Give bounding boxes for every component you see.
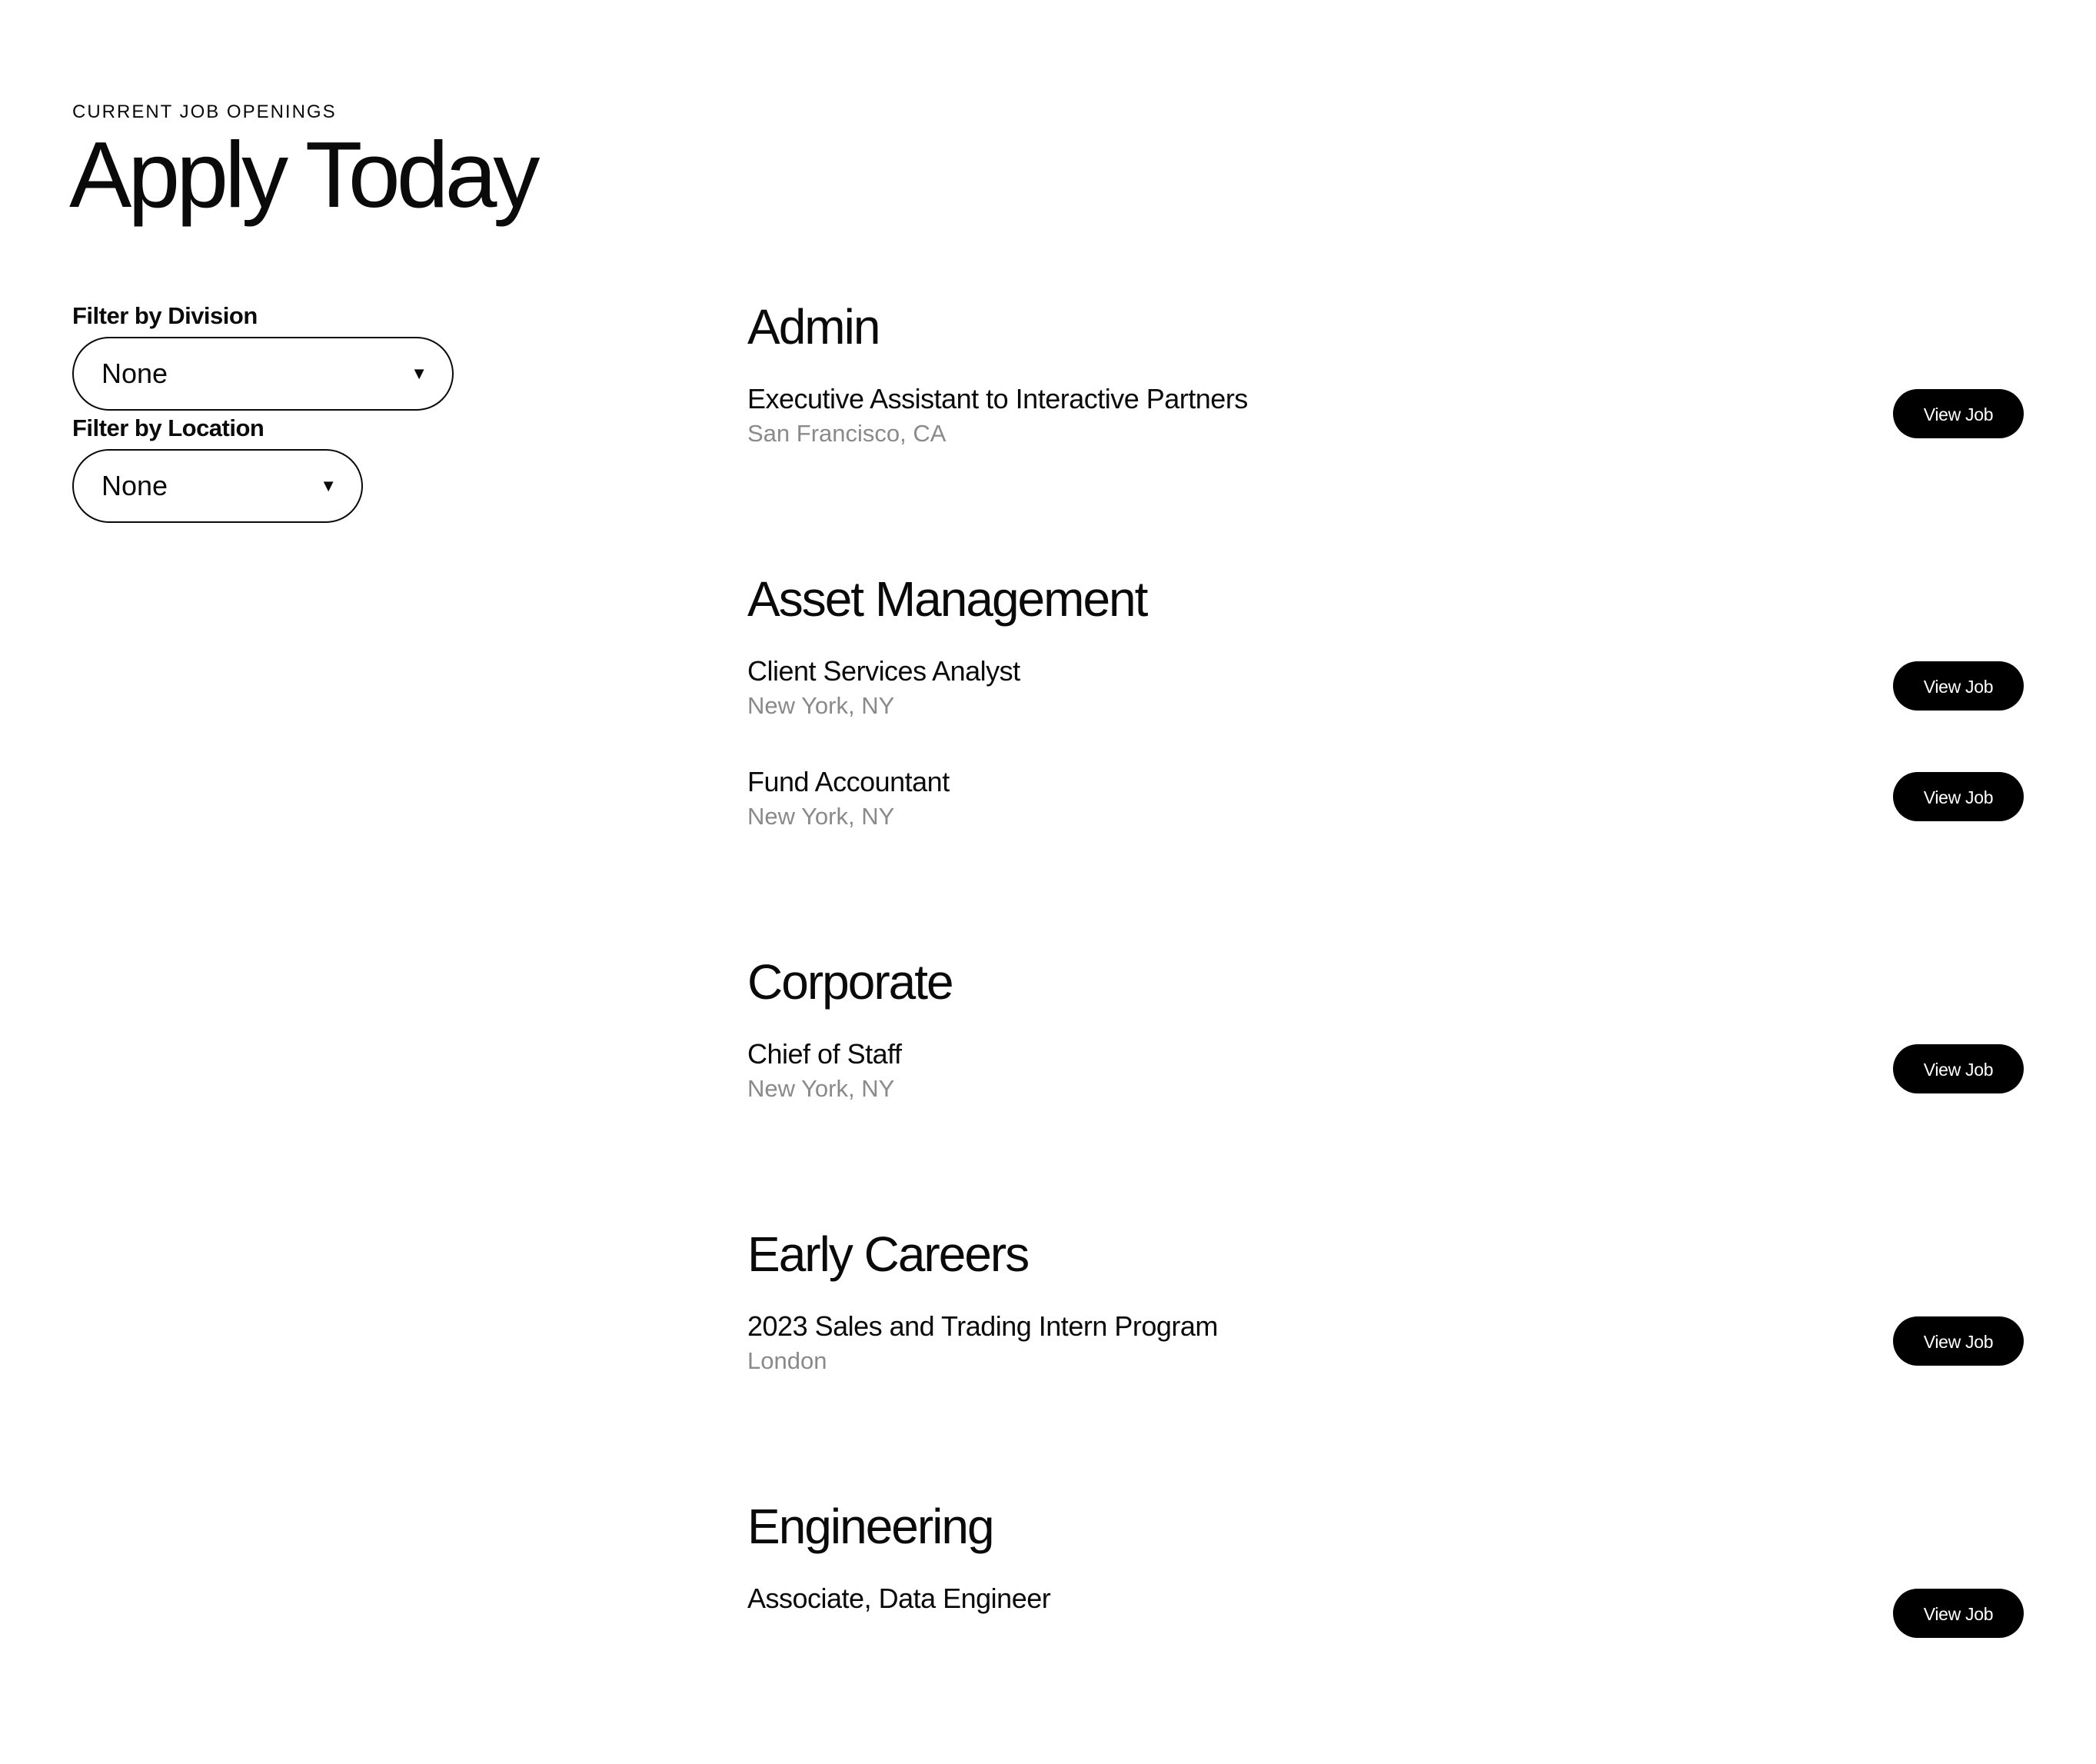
division-title: Asset Management — [747, 571, 1147, 627]
job-title[interactable]: 2023 Sales and Trading Intern Program — [747, 1310, 1218, 1342]
division-section — [747, 564, 2024, 875]
job-row — [747, 1037, 2024, 1147]
page-eyebrow: CURRENT JOB OPENINGS — [72, 102, 337, 122]
job-location: New York, NY — [747, 692, 895, 719]
job-row — [747, 381, 2024, 492]
page-title: Apply Today — [69, 122, 537, 227]
job-row — [747, 654, 2024, 764]
job-title[interactable]: Executive Assistant to Interactive Partners — [747, 383, 1248, 414]
view-job-button[interactable]: View Job — [1893, 1316, 2024, 1366]
division-title: Engineering — [747, 1499, 993, 1554]
job-location: London — [747, 1347, 827, 1374]
job-row — [747, 1581, 2024, 1692]
job-row — [747, 764, 2024, 875]
job-title[interactable]: Associate, Data Engineer — [747, 1583, 1051, 1614]
job-location: New York, NY — [747, 803, 895, 830]
location-filter-label: Filter by Location — [72, 414, 264, 441]
division-title: Admin — [747, 299, 880, 354]
location-filter-value: None — [101, 470, 168, 501]
division-title: Early Careers — [747, 1226, 1029, 1282]
division-title: Corporate — [747, 954, 953, 1010]
division-filter-value: None — [101, 358, 168, 389]
job-location: New York, NY — [747, 1075, 895, 1102]
chevron-down-icon: ▼ — [411, 364, 428, 383]
view-job-button[interactable]: View Job — [1893, 661, 2024, 711]
division-section — [747, 1220, 2024, 1420]
job-title[interactable]: Chief of Staff — [747, 1038, 902, 1070]
division-filter-label: Filter by Division — [72, 302, 258, 329]
view-job-button[interactable]: View Job — [1893, 1589, 2024, 1638]
division-section — [747, 292, 2024, 492]
job-row — [747, 1309, 2024, 1420]
view-job-button[interactable]: View Job — [1893, 389, 2024, 438]
chevron-down-icon: ▼ — [320, 476, 337, 495]
view-job-button[interactable]: View Job — [1893, 1044, 2024, 1093]
job-location: San Francisco, CA — [747, 420, 947, 447]
location-filter-select[interactable] — [72, 449, 363, 523]
job-title[interactable]: Fund Accountant — [747, 766, 950, 797]
view-job-button[interactable]: View Job — [1893, 772, 2024, 821]
division-section — [747, 1492, 2024, 1692]
division-filter-select[interactable] — [72, 337, 454, 411]
job-listings — [747, 292, 2024, 1764]
division-section — [747, 947, 2024, 1147]
job-title[interactable]: Client Services Analyst — [747, 655, 1020, 687]
